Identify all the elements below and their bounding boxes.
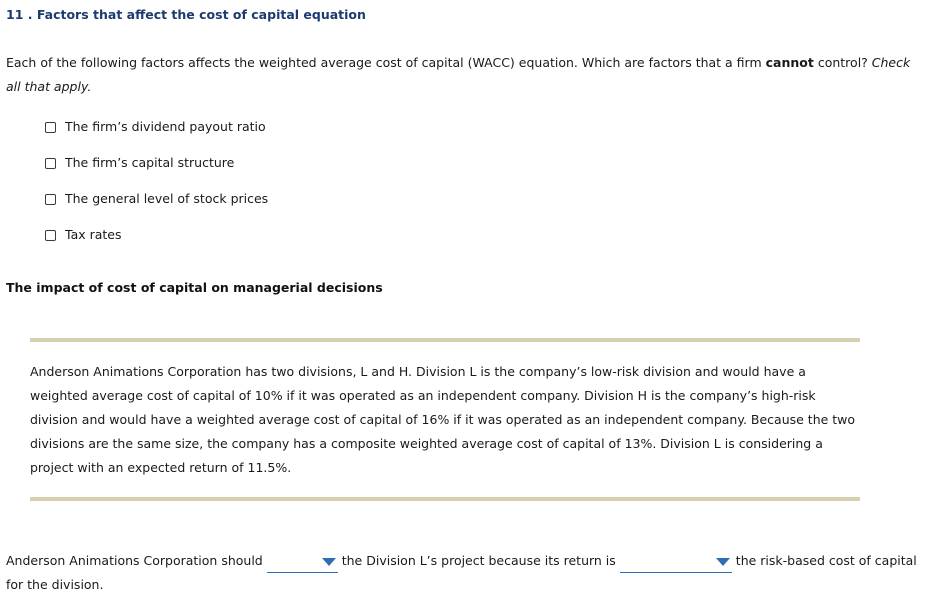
checkbox[interactable] (45, 230, 56, 241)
comparison-dropdown[interactable] (620, 550, 732, 573)
option-label: Tax rates (65, 227, 122, 242)
section-title: The impact of cost of capital on managerial decisions (6, 280, 383, 295)
prompt-text: Each of the following factors affects the weighted average cost of capital (WACC) equation. Which are factors that a firm (6, 55, 766, 70)
answer-sentence (6, 549, 926, 597)
option-dividend-payout[interactable] (45, 118, 266, 136)
checkbox[interactable] (45, 122, 56, 133)
passage-text: Anderson Animations Corporation has two divisions, L and H. Division L is the company’s low-risk division and would have a weighted average cost of capital of 10% if it was operated as an independent company. Division H is the company’s high-risk division and would have a weighted average cost of capital of 16% if it was operated as an independent company. Because the two divisions are the same size, the company has a composite weighted average cost of capital of 13%. Division L is considering a project with an expected return of 11.5%. (30, 364, 856, 475)
chevron-down-icon[interactable] (716, 558, 730, 566)
option-capital-structure[interactable] (45, 154, 234, 172)
prompt-instruction: Check all that apply. (6, 55, 911, 94)
prompt-text-end: control? (813, 55, 872, 70)
option-label: The firm’s dividend payout ratio (65, 119, 266, 134)
decision-dropdown[interactable] (267, 550, 338, 573)
option-label: The general level of stock prices (65, 191, 269, 206)
passage-top-divider (30, 338, 860, 342)
option-stock-prices[interactable] (45, 190, 268, 208)
checkbox[interactable] (45, 194, 56, 205)
question-prompt (6, 51, 911, 99)
question-title: 11 . Factors that affect the cost of capital equation (6, 7, 366, 22)
chevron-down-icon[interactable] (322, 558, 336, 566)
prompt-emphasis: cannot (765, 55, 814, 70)
passage-bottom-divider (30, 497, 860, 501)
answer-text-2: the Division L’s project because its return is (341, 553, 616, 568)
checkbox[interactable] (45, 158, 56, 169)
option-tax-rates[interactable] (45, 226, 122, 244)
answer-text-3: the risk-based cost of capital for the division. (6, 553, 917, 592)
option-label: The firm’s capital structure (65, 155, 235, 170)
answer-text-1: Anderson Animations Corporation should (6, 553, 263, 568)
